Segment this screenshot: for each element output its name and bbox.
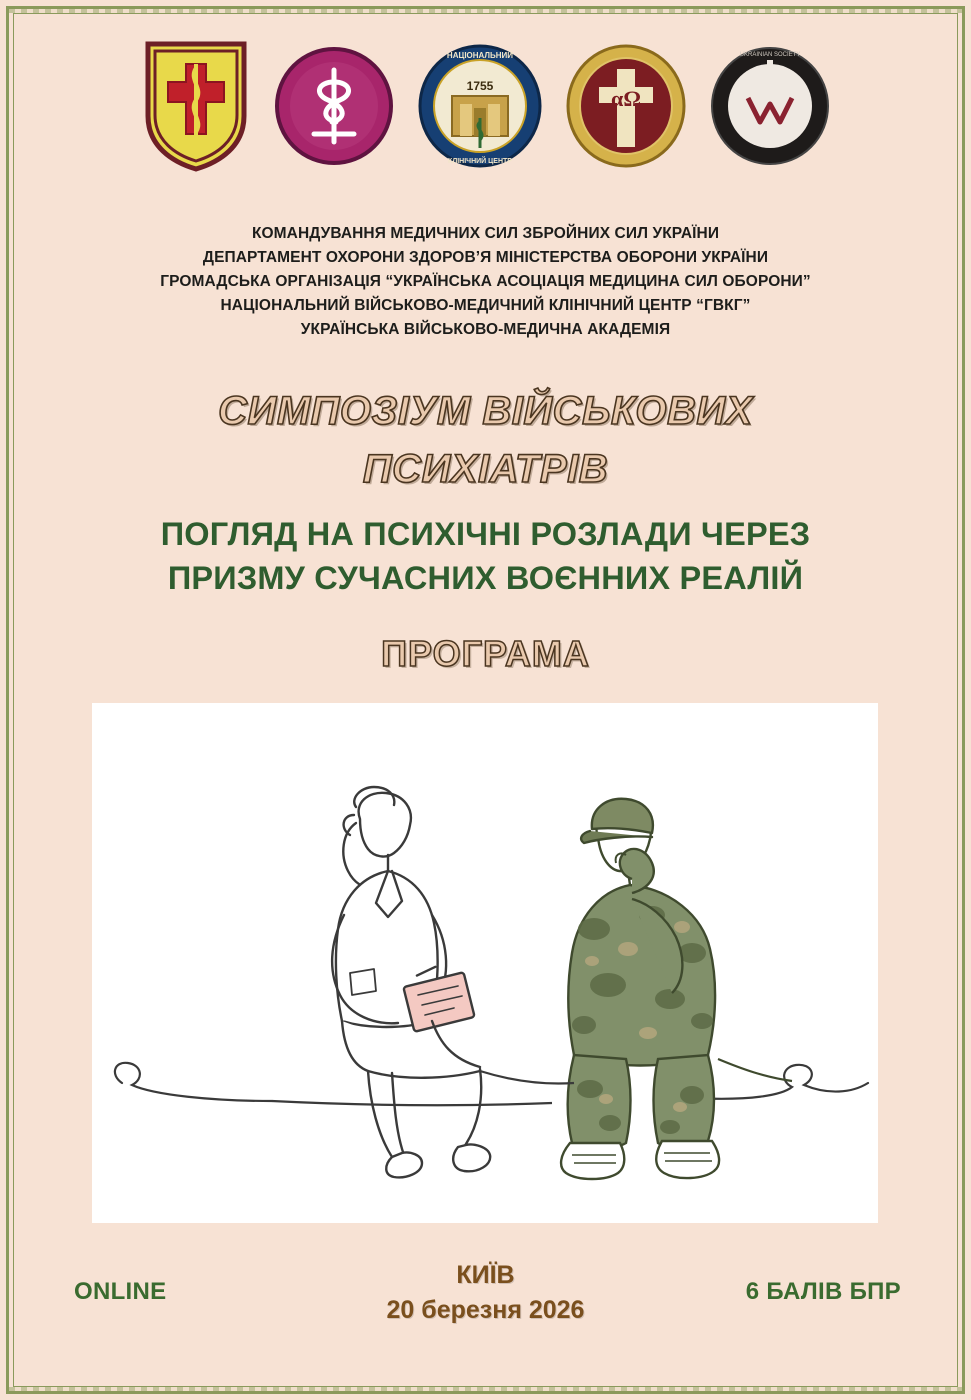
event-date: 20 березня 2026	[386, 1296, 585, 1324]
organisation-line-2: ДЕПАРТАМЕНТ ОХОРОНИ ЗДОРОВ’Я МІНІСТЕРСТВА ОБОРОНИ УКРАЇНИ	[202, 249, 769, 266]
event-title	[0, 382, 971, 498]
svg-text:αΩ: αΩ	[610, 85, 641, 111]
military-medicine-caduceus-emblem-icon	[274, 46, 394, 171]
organisation-line-5: УКРАЇНСЬКА ВІЙСЬКОВО-МЕДИЧНА АКАДЕМІЯ	[300, 321, 671, 338]
organisation-line-3: ГРОМАДСЬКА ОРГАНІЗАЦІЯ “УКРАЇНСЬКА АСОЦІАЦІЯ МЕДИЦИНА СИЛ ОБОРОНИ”	[160, 273, 811, 290]
event-title-line-1: СИМПОЗІУМ ВІЙСЬКОВИХ	[218, 389, 753, 433]
svg-text:КЛІНІЧНИЙ ЦЕНТР: КЛІНІЧНИЙ ЦЕНТР	[447, 157, 512, 165]
svg-text:1755: 1755	[466, 78, 493, 93]
event-subtitle-line-1: ПОГЛЯД НА ПСИХІЧНІ РОЗЛАДИ ЧЕРЕЗ	[160, 516, 811, 552]
event-city: КИЇВ	[456, 1261, 515, 1289]
national-military-medical-clinical-center-emblem-icon	[418, 44, 542, 173]
ukrainian-association-defence-forces-medicine-emblem-icon	[566, 44, 686, 173]
ukrainian-society-of-defence-medicine-emblem-icon	[710, 46, 830, 171]
event-format: ONLINE	[74, 1278, 167, 1305]
logo-row	[0, 38, 971, 178]
poster-footer	[40, 1258, 931, 1348]
event-subtitle-line-2: ПРИЗМУ СУЧАСНИХ ВОЄННИХ РЕАЛІЙ	[167, 560, 804, 596]
event-credits: 6 БАЛІВ БПР	[745, 1278, 901, 1305]
organisation-line-4: НАЦІОНАЛЬНИЙ ВІЙСЬКОВО-МЕДИЧНИЙ КЛІНІЧНИЙ ЦЕНТР “ГВКГ”	[220, 297, 751, 314]
doctor-and-soldier-line-illustration	[92, 703, 878, 1223]
program-label: ПРОГРАМА	[381, 633, 590, 674]
organisations-block	[0, 222, 971, 342]
organisation-line-1: КОМАНДУВАННЯ МЕДИЧНИХ СИЛ ЗБРОЙНИХ СИЛ УКРАЇНИ	[251, 225, 720, 242]
event-subtitle	[0, 512, 971, 600]
svg-text:UKRAINIAN SOCIETY: UKRAINIAN SOCIETY	[739, 51, 800, 58]
medical-forces-shield-emblem-icon	[142, 38, 250, 178]
event-title-line-2: ПСИХІАТРІВ	[362, 447, 609, 491]
svg-text:НАЦІОНАЛЬНИЙ: НАЦІОНАЛЬНИЙ	[446, 50, 513, 60]
